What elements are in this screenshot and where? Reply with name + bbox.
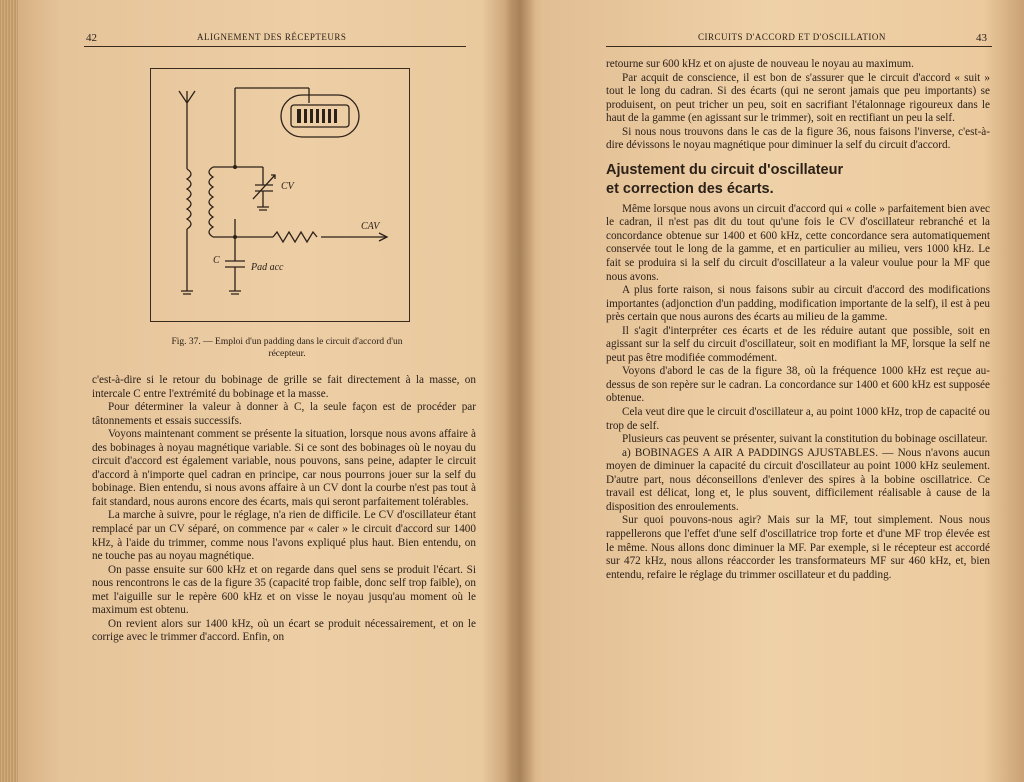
- left-paragraph: On revient alors sur 1400 kHz, où un écart se produit nécessairement, et on le corrige avec le trimmer d'accord. Enfin, on: [92, 617, 476, 644]
- right-body-text: [606, 58, 990, 582]
- right-paragraph: Plusieurs cas peuvent se présenter, suivant la constitution du bobinage oscillateur.: [622, 433, 988, 446]
- section-title-line-1: Ajustement du circuit d'oscillateur: [606, 161, 844, 178]
- figure-caption: Fig. 37. — Emploi d'un padding dans le circuit d'accord d'un récepteur.: [171, 337, 403, 359]
- right-paragraph: Cela veut dire que le circuit d'oscillateur a, au point 1000 kHz, trop de capacité ou trop de self.: [606, 406, 990, 432]
- right-paragraph: Sur quoi pouvons-nous agir? Mais sur la MF, tout simplement. Nous nous rappellerons que l'effet d'une self d'oscillatrice trop forte et d'une MF trop élevée est le même. Nous allons donc diminuer la MF. Par exemple, si le récepteur est accordé sur 472 kHz, nous allons réaccorder les transformateurs MF sur 460 kHz, et, bien entendu, refaire le réglage du trimmer oscillateur et du padding.: [606, 514, 990, 581]
- label-c: C: [213, 255, 220, 266]
- left-paragraph: La marche à suivre, pour le réglage, n'a rien de difficile. Le CV d'oscillateur étant remplacé par un CV séparé, on commence par « caler » le circuit d'accord sur 1400 kHz, à l'aide du trimmer, comme nous l'avons expliqué plus haut. Bien entendu, on ne touche pas au noyau magnétique.: [92, 509, 476, 563]
- cav-resistor: [273, 232, 317, 242]
- right-paragraph: Voyons d'abord le cas de la figure 38, où la fréquence 1000 kHz est reçue au-dessus de son repère sur le cadran. La concordance sur 1400 et 600 kHz est supposée obtenue.: [606, 365, 990, 405]
- right-paragraph: retourne sur 600 kHz et on ajuste de nouveau le noyau au maximum.: [606, 58, 914, 70]
- right-paragraph: A plus forte raison, si nous faisons subir au circuit d'accord des modifications importantes (adjonction d'un padding, modification importante de la self), il est à peu près certain que nous aurons des écarts au milieu de la gamme.: [606, 284, 990, 324]
- ground-symbol-2: [229, 291, 241, 294]
- label-cav: CAV: [361, 221, 380, 232]
- right-running-head: CIRCUITS D'ACCORD ET D'OSCILLATION: [698, 32, 886, 42]
- right-paragraph: Il s'agit d'interpréter ces écarts et de les réduire autant que possible, soit en agissant sur la self du circuit d'oscillateur, soit en modifiant la MF, lorsque la self ne peut pas être modifiée commodément.: [606, 324, 990, 364]
- left-header-rule: [84, 46, 466, 47]
- left-body-text: [92, 374, 476, 645]
- label-cv: CV: [281, 181, 294, 192]
- left-running-head: ALIGNEMENT DES RÉCEPTEURS: [197, 32, 347, 42]
- primary-coil: [187, 169, 191, 229]
- right-page: [532, 0, 1024, 782]
- circuit-figure: [150, 68, 410, 322]
- right-page-number: 43: [976, 32, 987, 44]
- right-paragraph: a) BOBINAGES A AIR A PADDINGS AJUSTABLES. — Nous n'avons aucun moyen de diminuer la capacité du circuit d'oscillateur au point 1000 kHz seulement. D'autre part, nous déconseillons d'enlever des spires à la bobine oscillatrice. Ce travail est délicat, long et, le plus souvent, difficilement réalisable à cause de la disposition des enroulements.: [606, 446, 990, 513]
- right-header-rule: [606, 46, 992, 47]
- section-title-line-2: et correction des écarts.: [606, 180, 774, 197]
- vacuum-tube-icon: [281, 95, 359, 137]
- ground-symbol-1: [181, 291, 193, 294]
- left-paragraph: Voyons maintenant comment se présente la situation, lorsque nous avons affaire à des bobinages à noyau magnétique variable. Si ce sont des bobinages où le noyau du circuit d'accord est également variable, nous pouvons, sans peine, adapter le circuit d'accord à n'importe quel cadran en principe, car nous pourrons jouer sur la self du bobinage. Bien entendu, si nous avons affaire à un CV dont la courbe n'est pas tout à fait standard, nous aurons encore des écarts, mais qui seront parfaitement tolérables.: [92, 428, 476, 508]
- left-paragraph: c'est-à-dire si le retour du bobinage de grille se fait directement à la masse, on intercale C entre l'extrémité du bobinage et la masse.: [92, 374, 476, 400]
- section-title: [606, 161, 990, 199]
- antenna-icon: [179, 91, 195, 109]
- circuit-diagram: [151, 69, 409, 321]
- left-paragraph: Pour déterminer la valeur à donner à C, la seule façon est de procéder par tâtonnements et essais successifs.: [92, 401, 476, 427]
- secondary-coil: [209, 167, 213, 237]
- right-paragraph: Si nous nous trouvons dans le cas de la figure 36, nous faisons l'inverse, c'est-à-dire dévissons le noyau magnétique pour diminuer la self du circuit d'accord.: [606, 125, 990, 152]
- left-paragraph: On passe ensuite sur 600 kHz et on regarde dans quel sens se produit l'écart. Si nous rencontrons le cas de la figure 35 (capacité trop faible, donc self trop faible), on met l'aiguille sur le repère 600 kHz et on visse le noyau jusqu'au moment où le maximum est obtenu.: [92, 563, 476, 617]
- right-paragraph: Par acquit de conscience, il est bon de s'assurer que le circuit d'accord « suit » tout le long du cadran. Si des écarts (qui ne seront jamais que peu importants) se produisent, on peut tricher un peu, soit en sacrifiant l'étalonnage rigoureux dans le haut de la gamme (en agissant sur le trimmer), soit en rectifiant un peu la self.: [606, 71, 990, 125]
- right-paragraph: Même lorsque nous avons un circuit d'accord qui « colle » parfaitement bien avec le cadran, il n'est pas dit du tout qu'une fois le CV d'oscillateur rebranché et la concordance obtenue sur 1400 et 600 kHz, cette concordance sera automatiquement conservée tout le long de la gamme, et en particulier au milieu, vers 1000 kHz. Le fait se produira si la self du circuit d'oscillateur a la valeur voulue pour la MF que nous avons.: [606, 202, 990, 283]
- label-pad-acc: Pad acc: [251, 262, 284, 273]
- left-page-number: 42: [86, 32, 97, 44]
